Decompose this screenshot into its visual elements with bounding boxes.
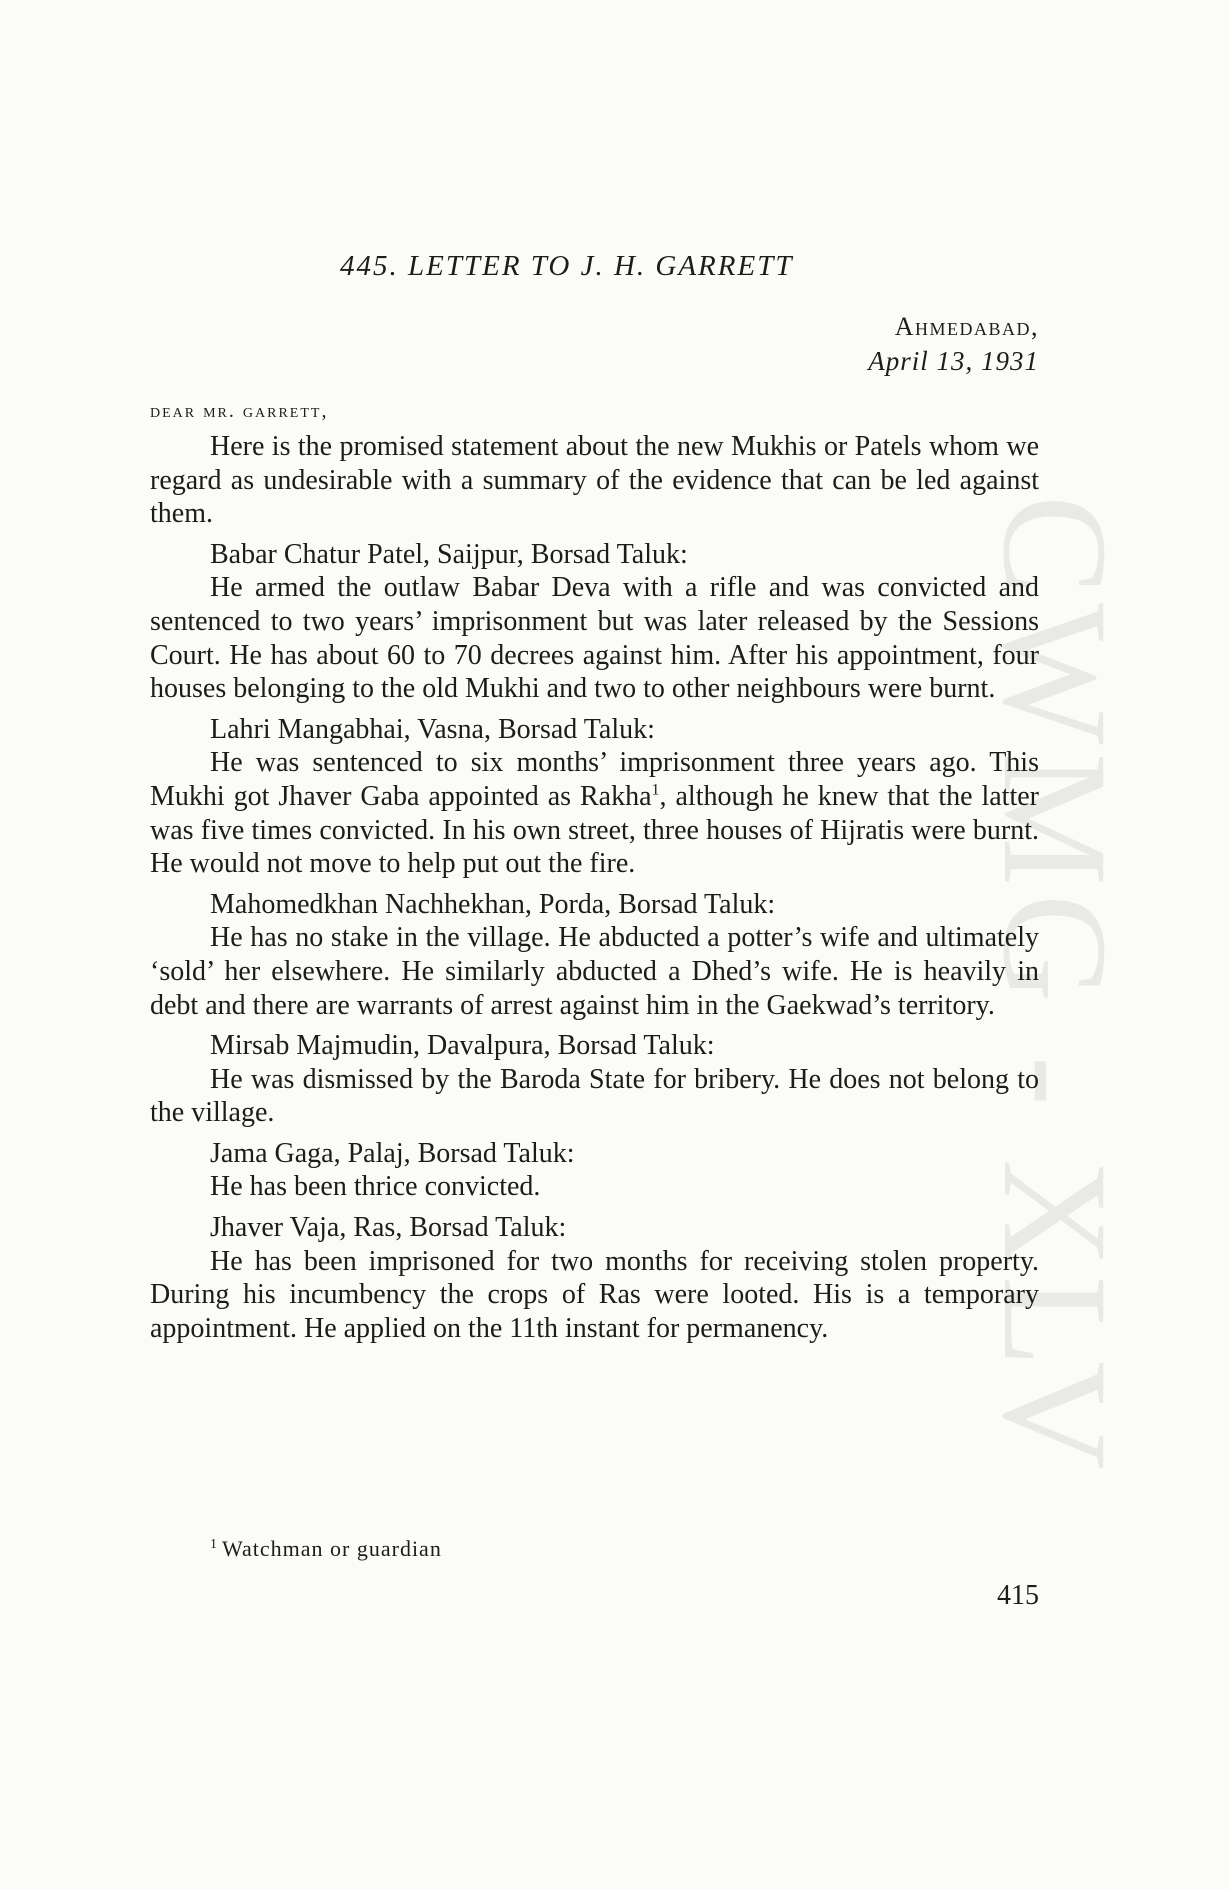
entry-text: He has been imprisoned for two months for receiving stolen property. During his incumbency the crops of Ras were looted. His is a temporary appointment. He applied on the 11th instant for permanency.: [150, 1245, 1039, 1344]
letter-body: [150, 430, 1039, 1345]
footnote-number: 1: [210, 1536, 218, 1552]
entry-text-part: He was sentenced to six months’ imprisonment three years ago. This Mukhi got Jhaver Gaba appointed as Rakha: [150, 747, 1039, 812]
footnote-mark: 1: [651, 781, 660, 799]
salutation: [150, 400, 328, 423]
entry-text: He has no stake in the village. He abducted a potter’s wife and ultimately ‘sold’ her elsewhere. He similarly abducted a Dhed’s wife. He is heavily in debt and there are warrants of arrest against him in the Gaekwad’s territory.: [150, 922, 1039, 1021]
letter-date: April 13, 1931: [868, 346, 1039, 376]
entry-name: Babar Chatur Patel, Saijpur, Borsad Taluk:: [210, 538, 688, 570]
entry-text-part: , although he knew that the latter was five times convicted. In his own street, three houses of Hijratis were burnt. He would not move to help put out the fire.: [150, 780, 1039, 880]
entry-text: [150, 746, 1039, 880]
page-title: 445. LETTER TO J. H. GARRETT: [340, 250, 794, 282]
page-number: 415: [997, 1580, 1039, 1611]
entry-text: He has been thrice convicted.: [210, 1171, 541, 1203]
entry-text: He was dismissed by the Baroda State for bribery. He does not belong to the village.: [150, 1063, 1039, 1129]
intro-paragraph: Here is the promised statement about the new Mukhis or Patels whom we regard as undesirable with a summary of the evidence that can be led against them.: [150, 431, 1039, 530]
letter-place: Ahmedabad,: [894, 312, 1039, 341]
footnote-text: Watchman or guardian: [222, 1536, 442, 1561]
entry-text: He armed the outlaw Babar Deva with a rifle and was convicted and sentenced to two years’ imprisonment but was later released by the Sessions Court. He has about 60 to 70 decrees against him. After his appointment, four houses belonging to the old Mukhi and two to other neighbours were burnt.: [150, 572, 1039, 705]
footnote: [210, 1536, 442, 1562]
entry-name: Jama Gaga, Palaj, Borsad Taluk:: [210, 1137, 575, 1169]
watermark: CWMG - XLV: [972, 495, 1138, 1478]
entry-name: Lahri Mangabhai, Vasna, Borsad Taluk:: [210, 713, 655, 745]
salutation-text: dear mr. garrett,: [150, 400, 329, 422]
entry-name: Mahomedkhan Nachhekhan, Porda, Borsad Taluk:: [210, 888, 776, 920]
entry-name: Mirsab Majmudin, Davalpura, Borsad Taluk:: [210, 1030, 715, 1062]
entry-name: Jhaver Vaja, Ras, Borsad Taluk:: [210, 1212, 567, 1244]
